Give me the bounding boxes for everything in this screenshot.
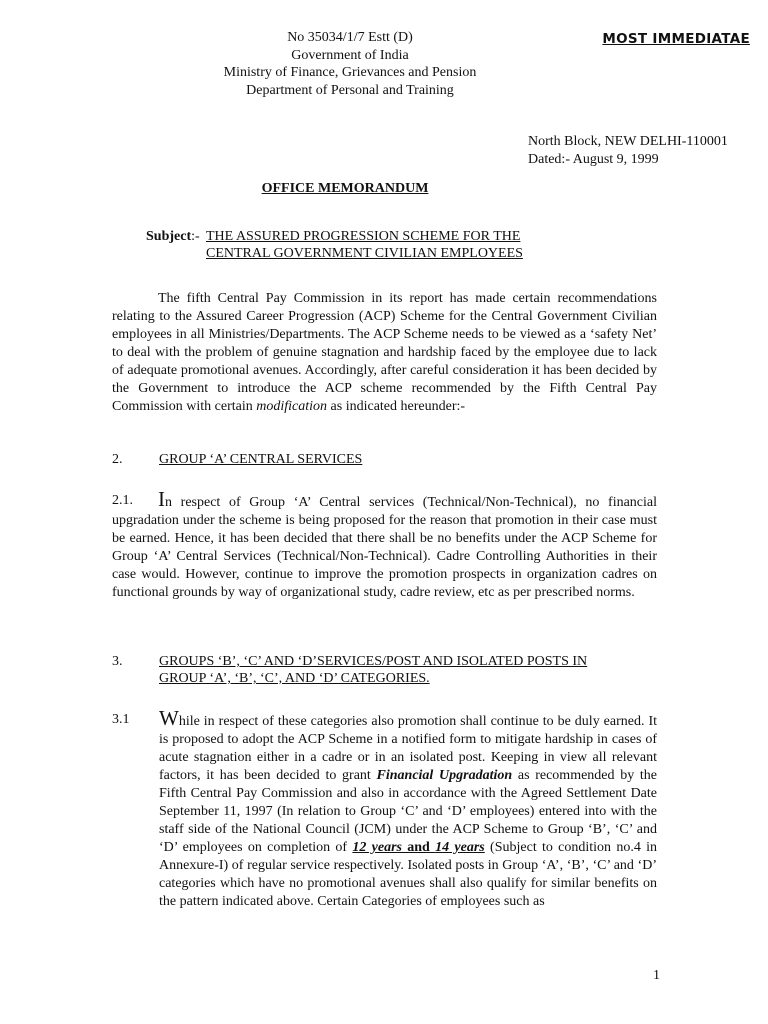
section-2-1-number: 2.1. <box>112 493 133 508</box>
subject-line-1: THE ASSURED PROGRESSION SCHEME FOR THE <box>206 229 521 244</box>
subject-separator: :- <box>191 229 200 244</box>
intro-tail: as indicated hereunder:- <box>327 399 466 414</box>
subject-label <box>146 228 200 246</box>
intro-paragraph <box>112 290 657 416</box>
intro-emphasis: modification <box>256 399 328 414</box>
years-12-emphasis: 12 years <box>352 840 402 855</box>
office-address: North Block, NEW DELHI-110001 <box>528 134 728 149</box>
section-2-1-paragraph <box>112 487 657 602</box>
section-2-1-initial: I <box>158 487 165 511</box>
priority-label: MOST IMMEDIATAE <box>602 31 750 47</box>
section-3-1-paragraph <box>159 706 658 911</box>
subject-line-2: CENTRAL GOVERNMENT CIVILIAN EMPLOYEES <box>206 246 523 261</box>
years-and-connector: and <box>401 840 436 855</box>
section-3-1-initial: W <box>159 706 179 730</box>
memo-title: OFFICE MEMORANDUM <box>261 181 429 196</box>
reference-number: No 35034/1/7 Estt (D) <box>287 30 413 45</box>
financial-upgradation-emphasis: Financial Upgradation <box>376 768 513 783</box>
section-3-title-line-2: GROUP ‘A’, ‘B’, ‘C’, AND ‘D’ CATEGORIES. <box>159 671 430 686</box>
address-block <box>528 133 758 168</box>
years-14-emphasis: 14 years <box>435 840 485 855</box>
section-2-1-text: n respect of Group ‘A’ Central services (Technical/Non-Technical), no financial upgradation under the scheme is being proposed for the reason that promotion in their case must be earned. Hence, it has been decided that there shall be no benefits under the ACP Scheme for Group ‘A’ Central Services (Technical/Non-Technical). Cadre Controlling Authorities in their case would. However, continue to improve the promotion prospects in organization cadres on functional grounds by way of organizational study, cadre review, etc as per prescribed norms. <box>112 495 657 600</box>
subject-label-text: Subject <box>146 229 192 244</box>
letterhead <box>190 29 510 99</box>
section-3-1-text-c: (Subject to condition no.4 in Annexure-I) of regular service respectively. Isolated posts in Group ‘A’, ‘B’, ‘C’ and ‘D’ categories which have no promotional avenues shall also qualify for similar benefits on the pattern indicated above. Certain Categories of employees such as <box>159 840 658 909</box>
section-3-title-line-1: GROUPS ‘B’, ‘C’ AND ‘D’SERVICES/POST AND ISOLATED POSTS IN <box>159 654 588 669</box>
section-2-title: GROUP ‘A’ CENTRAL SERVICES <box>159 452 363 467</box>
memo-date: Dated:- August 9, 1999 <box>528 151 659 167</box>
section-3-1-text-b: as recommended by the Fifth Central Pay Commission and also in accordance with the Agreed Settlement Date September 11, 1997 (In relation to Group ‘C’ and ‘D’ employees) entered into with the staff side of the National Council (JCM) under the ACP Scheme to Group ‘B’, ‘C’ and ‘D’ employees on completion of <box>159 768 658 855</box>
page-number: 1 <box>653 968 660 983</box>
ministry-name: Ministry of Finance, Grievances and Pension <box>223 65 477 80</box>
government-name: Government of India <box>291 47 409 63</box>
department-name: Department of Personal and Training <box>246 82 454 98</box>
section-2-number: 2. <box>112 452 123 467</box>
section-3-1-text-a: hile in respect of these categories also promotion shall continue to be duly earned. It is proposed to adopt the ACP Scheme in a notified form to mitigate hardship in cases of acute stagnation either in a cadre or in an isolated post. Keeping in view all relevant factors, it has been decided to grant <box>159 714 657 783</box>
section-3-1-number: 3.1 <box>112 712 130 727</box>
section-3-number: 3. <box>112 654 123 669</box>
intro-text: The fifth Central Pay Commission in its report has made certain recommendations relating to the Assured Career Progression (ACP) Scheme for the Central Government Civilian employees in all Ministries/Departments. The ACP Scheme needs to be viewed as a ‘safety Net’ to deal with the problem of genuine stagnation and hardship faced by the employee due to lack of adequate promotional avenues. Accordingly, after careful consideration it has been decided by the Government to introduce the ACP scheme recommended by the Fifth Central Pay Commission with certain <box>112 291 657 414</box>
